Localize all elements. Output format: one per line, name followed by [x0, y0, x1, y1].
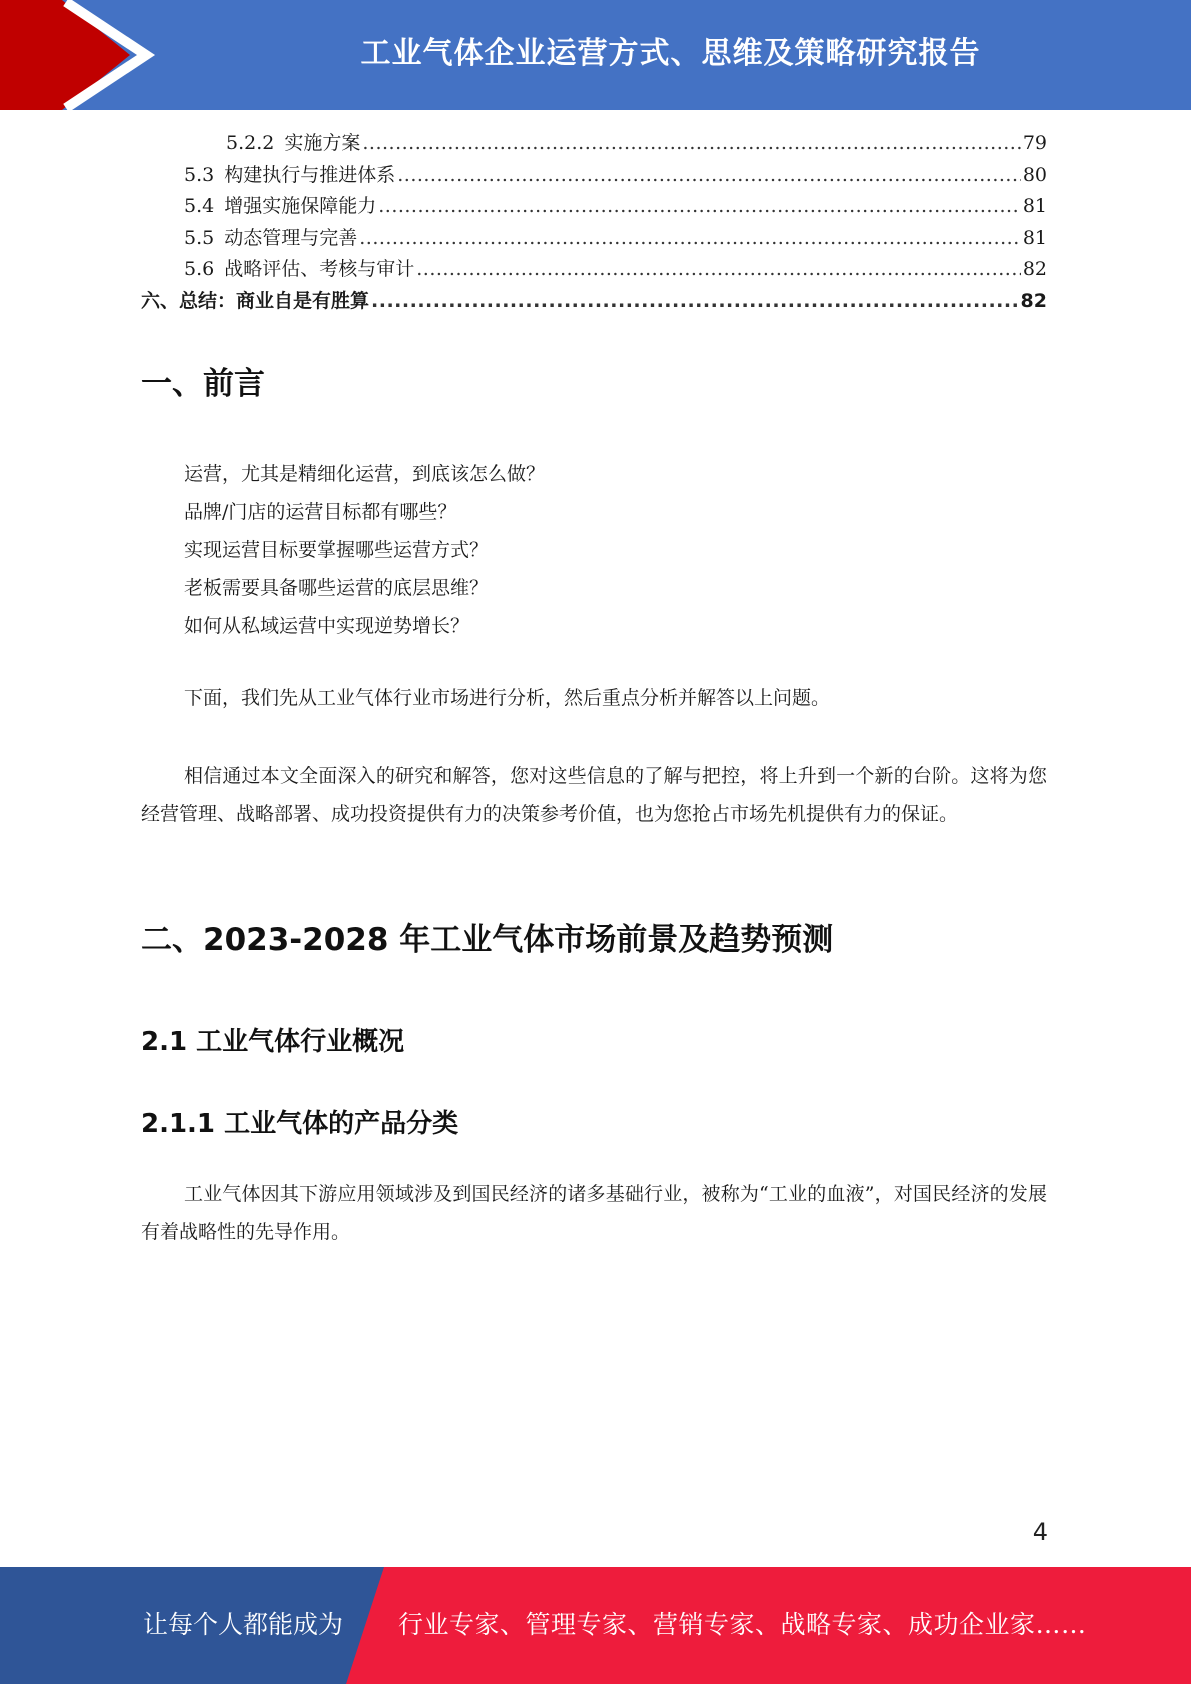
question-item: 实现运营目标要掌握哪些运营方式？ — [184, 539, 489, 561]
footer-slogan-left: 让每个人都能成为 — [143, 1610, 344, 1639]
toc-entry[interactable] — [141, 254, 1047, 286]
toc-entry[interactable] — [141, 286, 1047, 318]
toc-leader-dots — [362, 128, 1020, 160]
toc-entry-page: 81 — [1022, 226, 1047, 249]
body-paragraph: 工业气体因其下游应用领域涉及到国民经济的诸多基础行业，被称为“工业的血液”，对国民经济的发展有着战略性的先导作用。 — [141, 1183, 1047, 1243]
toc-leader-dots — [371, 286, 1019, 318]
footer-slogan-right: 行业专家、管理专家、营销专家、战略专家、成功企业家…… — [398, 1610, 1087, 1639]
toc-entry[interactable] — [141, 160, 1047, 192]
question-item: 如何从私域运营中实现逆势增长？ — [184, 615, 470, 637]
toc-entry-number: 5.3 — [184, 163, 215, 186]
toc-entry-label: 实施方案 — [284, 132, 361, 154]
toc-entry-number: 5.2.2 — [226, 132, 275, 154]
page-footer — [0, 1567, 1191, 1684]
body-paragraph: 相信通过本文全面深入的研究和解答，您对这些信息的了解与把控，将上升到一个新的台阶。这将为您经营管理、战略部署、成功投资提供有力的决策参考价值，也为您抢占市场先机提供有力的保证。 — [141, 765, 1047, 825]
toc-entry[interactable] — [141, 128, 1047, 160]
subsection-heading: 2.1.1 工业气体的产品分类 — [141, 1109, 459, 1139]
page-number: 4 — [1032, 1518, 1048, 1546]
question-item: 品牌/门店的运营目标都有哪些？ — [184, 501, 457, 523]
section-heading-market-outlook: 二、2023-2028 年工业气体市场前景及趋势预测 — [141, 922, 834, 958]
page-header — [0, 0, 1191, 110]
toc-leader-dots — [416, 254, 1021, 286]
toc-entry-number: 5.5 — [184, 226, 215, 249]
question-list — [184, 455, 545, 645]
question-item: 运营，尤其是精细化运营，到底该怎么做？ — [184, 463, 546, 485]
toc-entry[interactable] — [141, 223, 1047, 255]
subsection-heading: 2.1 工业气体行业概况 — [141, 1027, 405, 1057]
toc-entry-label: 战略评估、考核与审计 — [224, 258, 415, 280]
report-title: 工业气体企业运营方式、思维及策略研究报告 — [360, 36, 981, 71]
toc-entry-page: 79 — [1022, 132, 1047, 154]
table-of-contents — [141, 128, 1047, 317]
toc-entry-number: 5.6 — [184, 258, 215, 280]
toc-entry-label: 增强实施保障能力 — [224, 195, 377, 217]
toc-entry-page: 82 — [1022, 258, 1047, 280]
body-paragraph: 下面，我们先从工业气体行业市场进行分析，然后重点分析并解答以上问题。 — [184, 687, 831, 709]
section-heading-preface: 一、前言 — [141, 366, 265, 402]
header-chevron-decoration — [0, 0, 160, 110]
toc-entry-number: 5.4 — [184, 195, 215, 217]
toc-leader-dots — [378, 191, 1021, 223]
toc-entry-label: 构建执行与推进体系 — [224, 163, 396, 186]
toc-leader-dots — [359, 223, 1021, 255]
toc-entry-label: 动态管理与完善 — [224, 226, 358, 249]
toc-leader-dots — [397, 160, 1021, 192]
toc-entry-label: 六、总结：商业自是有胜算 — [141, 289, 370, 312]
toc-entry-page: 82 — [1020, 289, 1047, 312]
toc-entry[interactable] — [141, 191, 1047, 223]
question-item: 老板需要具备哪些运营的底层思维？ — [184, 577, 489, 599]
toc-entry-page: 80 — [1022, 163, 1047, 186]
toc-entry-page: 81 — [1022, 195, 1047, 217]
